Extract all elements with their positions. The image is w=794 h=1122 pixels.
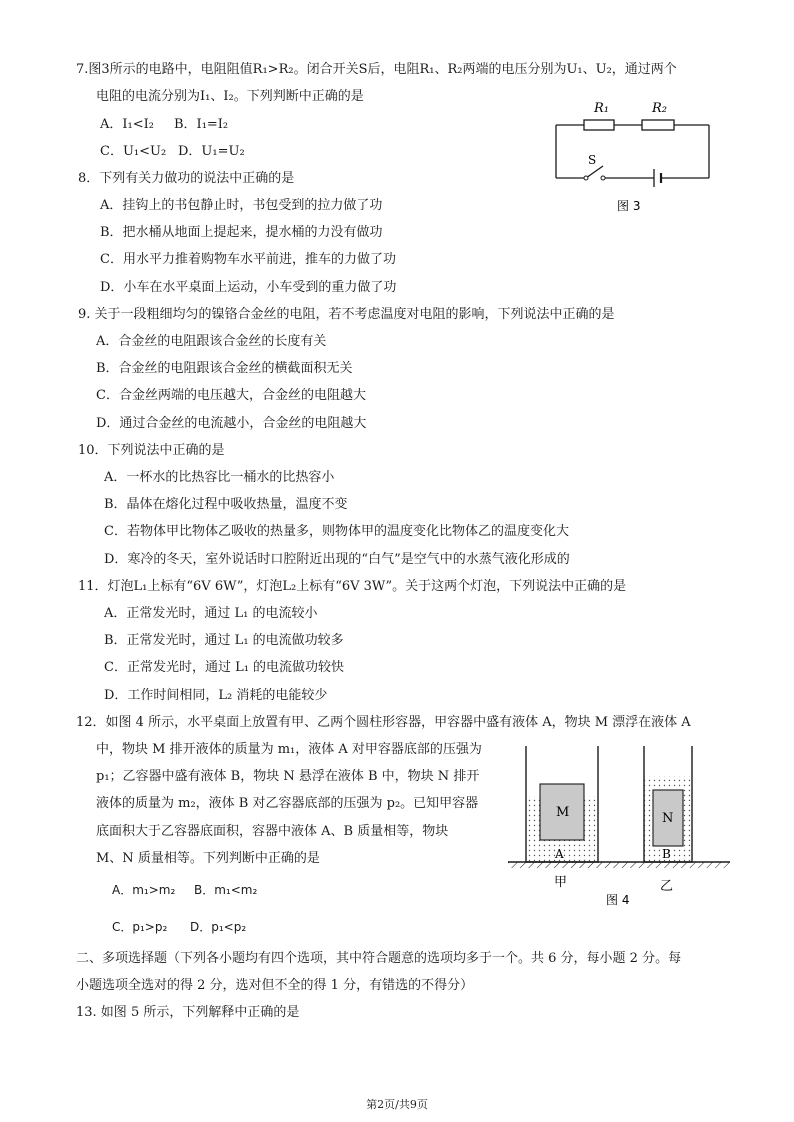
q7-option-a: A．I₁<I₂ <box>100 117 154 132</box>
q8-option-c: C．用水平力推着购物车水平前进，推车的力做了功 <box>100 252 396 267</box>
q7-option-b: B．I₁=I₂ <box>174 117 229 132</box>
q12-stem-line3: p₁；乙容器中盛有液体 B，物块 N 悬浮在液体 B 中，物块 N 排开 <box>96 769 480 784</box>
q12-stem-line5: 底面积大于乙容器底面积，容器中液体 A、B 质量相等，物块 <box>96 824 449 839</box>
block-m-label: M <box>556 805 570 820</box>
q12-option-a: A．m₁>m₂ <box>112 883 176 897</box>
q11-stem: 11．灯泡L₁上标有“6V 6W”，灯泡L₂上标有“6V 3W”。关于这两个灯泡，下列说法中正确的是 <box>78 579 627 594</box>
q9-option-c: C．合金丝两端的电压越大，合金丝的电阻越大 <box>96 388 366 403</box>
resistor-r2-label: R₂ <box>652 101 667 116</box>
switch-label: S <box>588 153 597 167</box>
liquid-b-label: B <box>662 847 671 861</box>
q8-option-d: D．小车在水平桌面上运动，小车受到的重力做了功 <box>100 280 397 295</box>
q11-option-d: D．工作时间相同，L₂ 消耗的电能较少 <box>104 688 328 703</box>
q13-stem: 13. 如图 5 所示，下列解释中正确的是 <box>76 1005 300 1020</box>
section2-heading-line2: 小题选项全选对的得 2 分，选对但不全的得 1 分，有错选的不得分） <box>76 978 474 993</box>
container-jia-label: 甲 <box>554 875 568 890</box>
block-n-label: N <box>662 811 674 826</box>
q12-stem-line2: 中，物块 M 排开液体的质量为 m₁，液体 A 对甲容器底部的压强为 <box>96 742 482 757</box>
q7-stem-line2: 电阻的电流分别为I₁、I₂。下列判断中正确的是 <box>96 89 364 104</box>
switch-s <box>586 166 603 178</box>
q7-option-c: C．U₁<U₂ <box>100 144 167 159</box>
resistor-r2 <box>642 120 674 130</box>
q11-option-a: A．正常发光时，通过 L₁ 的电流较小 <box>104 606 318 621</box>
q8-option-b: B．把水桶从地面上提起来，提水桶的力没有做功 <box>100 225 383 240</box>
q9-option-b: B．合金丝的电阻跟该合金丝的横截面积无关 <box>96 361 353 376</box>
section2-heading-line1: 二、多项选择题（下列各小题均有四个选项，其中符合题意的选项均多于一个。共 6 分，每小题 2 分。每 <box>76 951 682 966</box>
q8-option-a: A．挂钩上的书包静止时，书包受到的拉力做了功 <box>100 198 383 213</box>
q7-option-d: D．U₁=U₂ <box>178 144 245 159</box>
q11-option-c: C．正常发光时，通过 L₁ 的电流做功较快 <box>104 660 345 675</box>
q12-stem-line1: 12．如图 4 所示，水平桌面上放置有甲、乙两个圆柱形容器，甲容器中盛有液体 A，物块 M 漂浮在液体 A <box>76 715 691 730</box>
figure-3-caption: 图 3 <box>617 199 641 213</box>
page-footer: 第2页/共9页 <box>366 1098 428 1111</box>
q10-option-a: A．一杯水的比热容比一桶水的比热容小 <box>104 470 335 485</box>
liquid-a-label: A <box>555 847 564 861</box>
q9-option-d: D．通过合金丝的电流越小，合金丝的电阻越大 <box>96 416 367 431</box>
q10-option-d: D．寒冷的冬天，室外说话时口腔附近出现的“白气”是空气中的水蒸气液化形成的 <box>104 552 570 567</box>
q12-stem-line6: M、N 质量相等。下列判断中正确的是 <box>96 851 320 866</box>
q10-option-b: B．晶体在熔化过程中吸收热量，温度不变 <box>104 497 348 512</box>
resistor-r1-label: R₁ <box>594 101 609 116</box>
figure-4-caption: 图 4 <box>606 893 630 907</box>
q12-option-d: D．p₁<p₂ <box>190 920 247 934</box>
figure-4-containers <box>508 744 730 914</box>
figure-3-circuit <box>540 92 730 222</box>
q10-stem: 10．下列说法中正确的是 <box>78 443 225 458</box>
resistor-r1 <box>584 120 614 130</box>
q12-option-b: B．m₁<m₂ <box>194 883 258 897</box>
q10-option-c: C．若物体甲比物体乙吸收的热量多，则物体甲的温度变化比物体乙的温度变化大 <box>104 524 569 539</box>
q9-option-a: A．合金丝的电阻跟该合金丝的长度有关 <box>96 334 327 349</box>
q9-stem: 9. 关于一段粗细均匀的镍铬合金丝的电阻，若不考虑温度对电阻的影响，下列说法中正确的是 <box>78 307 615 322</box>
q12-option-c: C．p₁>p₂ <box>112 920 168 934</box>
q7-stem-line1: 7.图3所示的电路中，电阻阻值R₁>R₂。闭合开关S后，电阻R₁、R₂两端的电压分别为U₁、U₂，通过两个 <box>76 62 677 77</box>
q12-stem-line4: 液体的质量为 m₂，液体 B 对乙容器底部的压强为 p₂。已知甲容器 <box>96 796 479 811</box>
q8-stem: 8．下列有关力做功的说法中正确的是 <box>78 171 295 186</box>
container-yi-label: 乙 <box>660 879 674 894</box>
q11-option-b: B．正常发光时，通过 L₁ 的电流做功较多 <box>104 633 344 648</box>
table-surface <box>508 862 730 868</box>
